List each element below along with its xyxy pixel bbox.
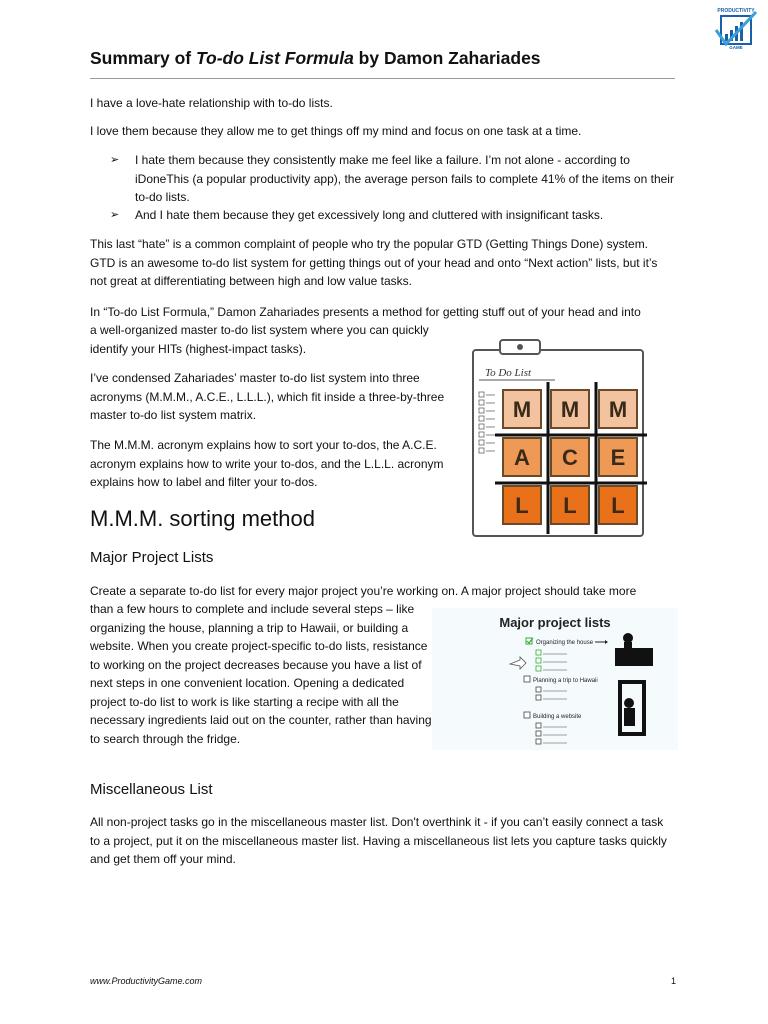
- bullet-text: I hate them because they consistently make me feel like a failure. I’m not alone - according to iDoneThis (a popular productivity app), the average person fails to complete 41% of the items on their to-do lists.: [135, 153, 674, 204]
- house-cleaning-silhouette-icon: [615, 633, 653, 666]
- bullet-item: [110, 206, 680, 225]
- productivity-game-logo: [712, 6, 760, 50]
- project-item-2: Planning a trip to Hawaii: [533, 678, 598, 684]
- page-number: 1: [671, 976, 677, 986]
- matrix-letter: L: [611, 493, 625, 518]
- figure-title: Major project lists: [499, 615, 611, 630]
- logo-graphic: [712, 6, 760, 50]
- section-heading: M.M.M. sorting method: [90, 506, 315, 531]
- clipboard-illustration: [465, 338, 650, 538]
- page-title: [90, 48, 541, 69]
- title-prefix: Summary of: [90, 48, 196, 68]
- clipboard-label: To Do List: [485, 367, 532, 379]
- arrow-icon: [510, 657, 526, 669]
- major-project-illustration: [432, 608, 678, 750]
- subsection-heading-major-projects: Major Project Lists: [90, 549, 214, 566]
- bullet-arrow-icon: ➢: [110, 154, 120, 166]
- matrix-letter: C: [562, 445, 578, 470]
- paragraph-6: The M.M.M. acronym explains how to sort your to-dos, the A.C.E. acronym explains how to write your to-dos, and the L.L.L. acronym explains how to label and filter your to-dos.: [90, 438, 444, 489]
- paragraph-3: This last “hate” is a common complaint of people who try the popular GTD (Getting Things Done) system. GTD is an awesome to-do list system for getting things out of your head and onto “Next action” lists, but it’s not great at differentiating between high and low value tasks.: [90, 237, 658, 288]
- paragraph-4a: In “To-do List Formula,” Damon Zahariades presents a method for getting stuff out of your head and into: [90, 305, 641, 319]
- matrix-letter: L: [515, 493, 529, 518]
- cook-silhouette-icon: [618, 680, 646, 736]
- title-author: by Damon Zahariades: [353, 48, 541, 68]
- footer-url: www.ProductivityGame.com: [90, 976, 203, 986]
- matrix-letter: M: [608, 397, 628, 422]
- paragraph-7a: Create a separate to-do list for every major project you’re working on. A major project should take more: [90, 584, 637, 598]
- matrix-letter: M: [560, 397, 580, 422]
- matrix-letter: E: [610, 445, 626, 470]
- paragraph-8: All non-project tasks go in the miscellaneous master list. Don't overthink it - if you can’t easily connect a task to a project, put it on the miscellaneous master list. Having a miscellaneous list lets you capture tasks quickly and get them off your mind.: [90, 815, 667, 866]
- title-book: To-do List Formula: [196, 48, 354, 68]
- project-item-1: Organizing the house: [536, 640, 594, 646]
- logo-text-bottom: GAME: [729, 45, 743, 50]
- project-item-3: Building a website: [533, 714, 582, 720]
- paragraph-7b: than a few hours to complete and include several steps – like organizing the house, planning a trip to Hawaii, or building a website. When you create project-specific to-do lists, resistance to working on the project decreases because you have a list of next steps in one convenient location. Opening a dedicated project to-do list to work is like starting a recipe with all the necessary ingredients laid out on the counter, rather than having to search through the fridge.: [90, 602, 432, 746]
- title-divider: [90, 78, 675, 79]
- paragraph-1: I have a love-hate relationship with to-do lists.: [90, 96, 333, 110]
- bullet-text: And I hate them because they get excessively long and cluttered with insignificant tasks.: [135, 208, 604, 222]
- paragraph-2: I love them because they allow me to get things off my mind and focus on one task at a time.: [90, 124, 582, 138]
- bullet-item: [110, 151, 680, 207]
- todo-matrix-figure: [465, 338, 650, 538]
- paragraph-5: I’ve condensed Zahariades’ master to-do list system into three acronyms (M.M.M., A.C.E., L.L.L.), which fit inside a three-by-three master to-do list system matrix.: [90, 371, 445, 422]
- bullet-arrow-icon: ➢: [110, 209, 120, 221]
- matrix-letter: L: [563, 493, 577, 518]
- major-project-lists-figure: [432, 608, 678, 750]
- subsection-heading-misc: Miscellaneous List: [90, 781, 213, 798]
- paragraph-4b: a well-organized master to-do list system where you can quickly identify your HITs (highest-impact tasks).: [90, 323, 429, 356]
- logo-text-top: PRODUCTIVITY: [717, 8, 755, 14]
- matrix-letter: M: [512, 397, 532, 422]
- matrix-letter: A: [514, 445, 530, 470]
